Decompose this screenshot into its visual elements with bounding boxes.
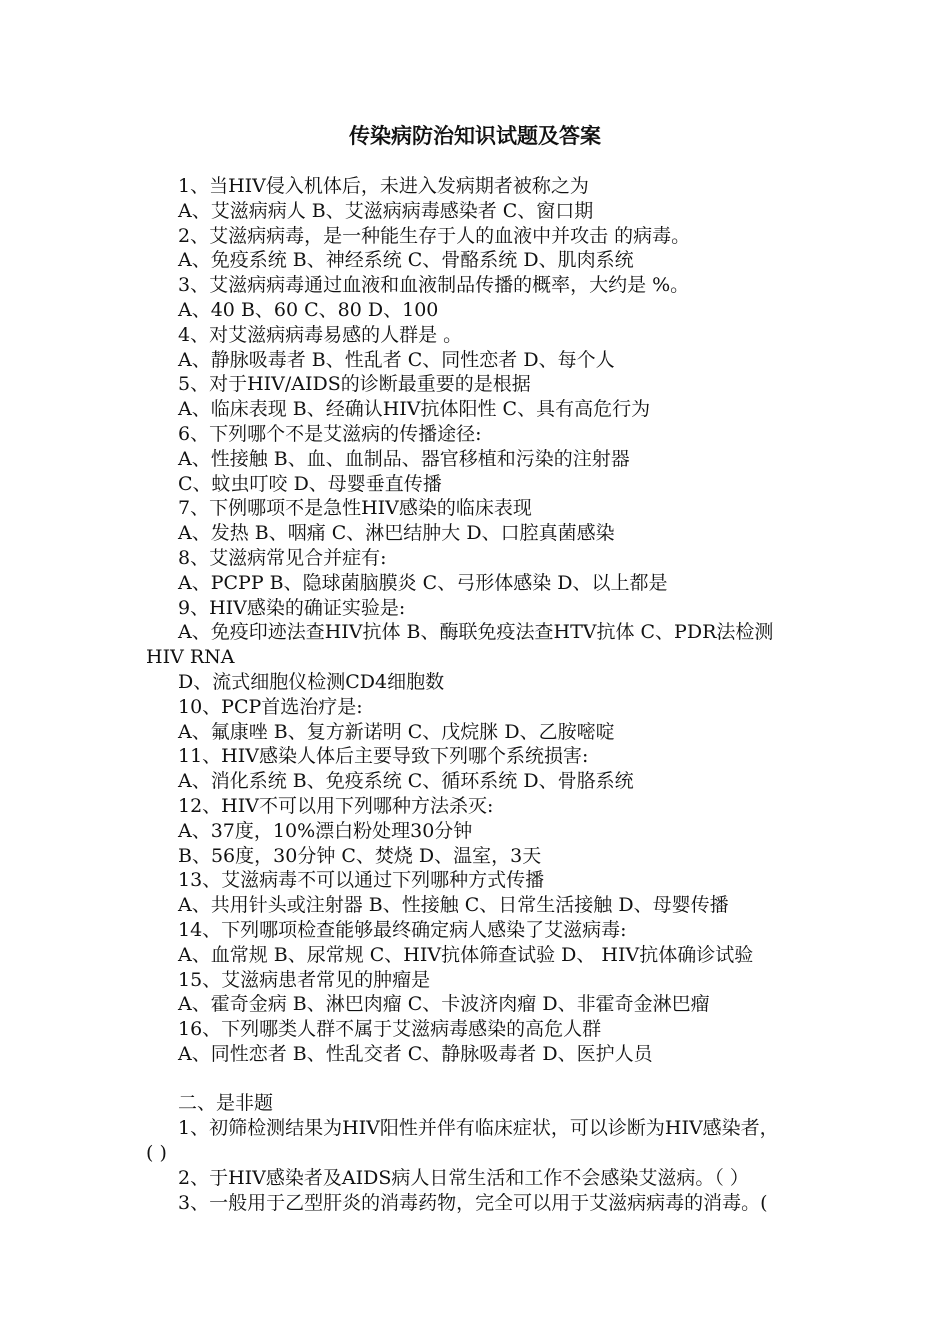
question-3: 3、艾滋病病毒通过血液和血液制品传播的概率，大约是 %。: [178, 274, 690, 297]
question-4: 4、对艾滋病病毒易感的人群是 。: [178, 323, 463, 346]
question-13: 13、艾滋病毒不可以通过下列哪种方式传播: [178, 869, 545, 892]
tf-question-1: 1、初筛检测结果为HIV阳性并伴有临床症状，可以诊断为HIV感染者，: [178, 1117, 779, 1140]
question-1-options: A、艾滋病病人 B、艾滋病病毒感染者 C、窗口期: [178, 199, 594, 222]
question-1: 1、当HIV侵入机体后，未进入发病期者被称之为: [178, 175, 589, 197]
question-8: 8、艾滋病常见合并症有:: [178, 546, 387, 569]
question-4-options: A、静脉吸毒者 B、性乱者 C、同性恋者 D、每个人: [178, 348, 615, 371]
tf-question-2: 2、于HIV感染者及AIDS病人日常生活和工作不会感染艾滋病。（ ）: [178, 1166, 749, 1189]
question-6: 6、下列哪个不是艾滋病的传播途径:: [178, 422, 482, 445]
tf-question-1-wrap: ( ): [146, 1142, 167, 1165]
question-6-options-cont: C、蚊虫叮咬 D、母婴垂直传播: [178, 472, 442, 495]
question-6-options: A、性接触 B、血、血制品、器官移植和污染的注射器: [178, 447, 630, 470]
question-14-options: A、血常规 B、尿常规 C、HIV抗体筛查试验 D、 HIV抗体确诊试验: [178, 943, 754, 966]
document-body: [146, 174, 866, 1215]
question-2: 2、艾滋病病毒，是一种能生存于人的血液中并攻击 的病毒。: [178, 224, 691, 247]
section-gap: [146, 1067, 866, 1092]
document-title: 传染病防治知识试题及答案: [349, 123, 601, 148]
question-15-options: A、霍奇金病 B、淋巴肉瘤 C、卡波济肉瘤 D、非霍奇金淋巴瘤: [178, 993, 710, 1016]
question-14: 14、下列哪项检查能够最终确定病人感染了艾滋病毒:: [178, 918, 627, 941]
question-10-options: A、氟康唑 B、复方新诺明 C、戊烷脒 D、乙胺嘧啶: [178, 720, 615, 743]
question-7: 7、下例哪项不是急性HIV感染的临床表现: [178, 497, 532, 520]
question-11-options: A、消化系统 B、免疫系统 C、循环系统 D、骨胳系统: [178, 770, 634, 793]
question-9-options-cont: D、流式细胞仪检测CD4细胞数: [178, 670, 445, 693]
question-11: 11、HIV感染人体后主要导致下列哪个系统损害:: [178, 745, 589, 768]
question-9-options-wrap: HIV RNA: [146, 646, 235, 669]
question-13-options: A、共用针头或注射器 B、性接触 C、日常生活接触 D、母婴传播: [178, 894, 729, 917]
question-12-options-cont: B、56度，30分钟 C、焚烧 D、温室，3天: [178, 844, 542, 867]
question-8-options: A、PCPP B、隐球菌脑膜炎 C、弓形体感染 D、以上都是: [178, 571, 668, 594]
section-heading-true-false: 二、是非题: [178, 1092, 274, 1115]
question-9-options: A、免疫印迹法查HIV抗体 B、酶联免疫法查HTV抗体 C、PDR法检测: [178, 621, 774, 644]
tf-question-3: 3、一般用于乙型肝炎的消毒药物，完全可以用于艾滋病病毒的消毒。(: [178, 1191, 768, 1214]
question-2-options: A、免疫系统 B、神经系统 C、骨酪系统 D、肌肉系统: [178, 249, 634, 272]
question-9: 9、HIV感染的确证实验是:: [178, 596, 406, 619]
question-5-options: A、临床表现 B、经确认HIV抗体阳性 C、具有高危行为: [178, 398, 651, 421]
question-15: 15、艾滋病患者常见的肿瘤是: [178, 968, 431, 991]
question-12-options: A、37度，10%漂白粉处理30分钟: [178, 819, 473, 842]
question-16-options: A、同性恋者 B、性乱交者 C、静脉吸毒者 D、医护人员: [178, 1042, 653, 1065]
question-5: 5、对于HIV/AIDS的诊断最重要的是根据: [178, 373, 531, 396]
question-3-options: A、40 B、60 C、80 D、100: [178, 298, 439, 321]
question-12: 12、HIV不可以用下列哪种方法杀灭:: [178, 794, 494, 817]
question-16: 16、下列哪类人群不属于艾滋病毒感染的高危人群: [178, 1018, 602, 1041]
question-7-options: A、发热 B、咽痛 C、淋巴结肿大 D、口腔真菌感染: [178, 522, 615, 545]
question-10: 10、PCP首选治疗是:: [178, 695, 363, 718]
